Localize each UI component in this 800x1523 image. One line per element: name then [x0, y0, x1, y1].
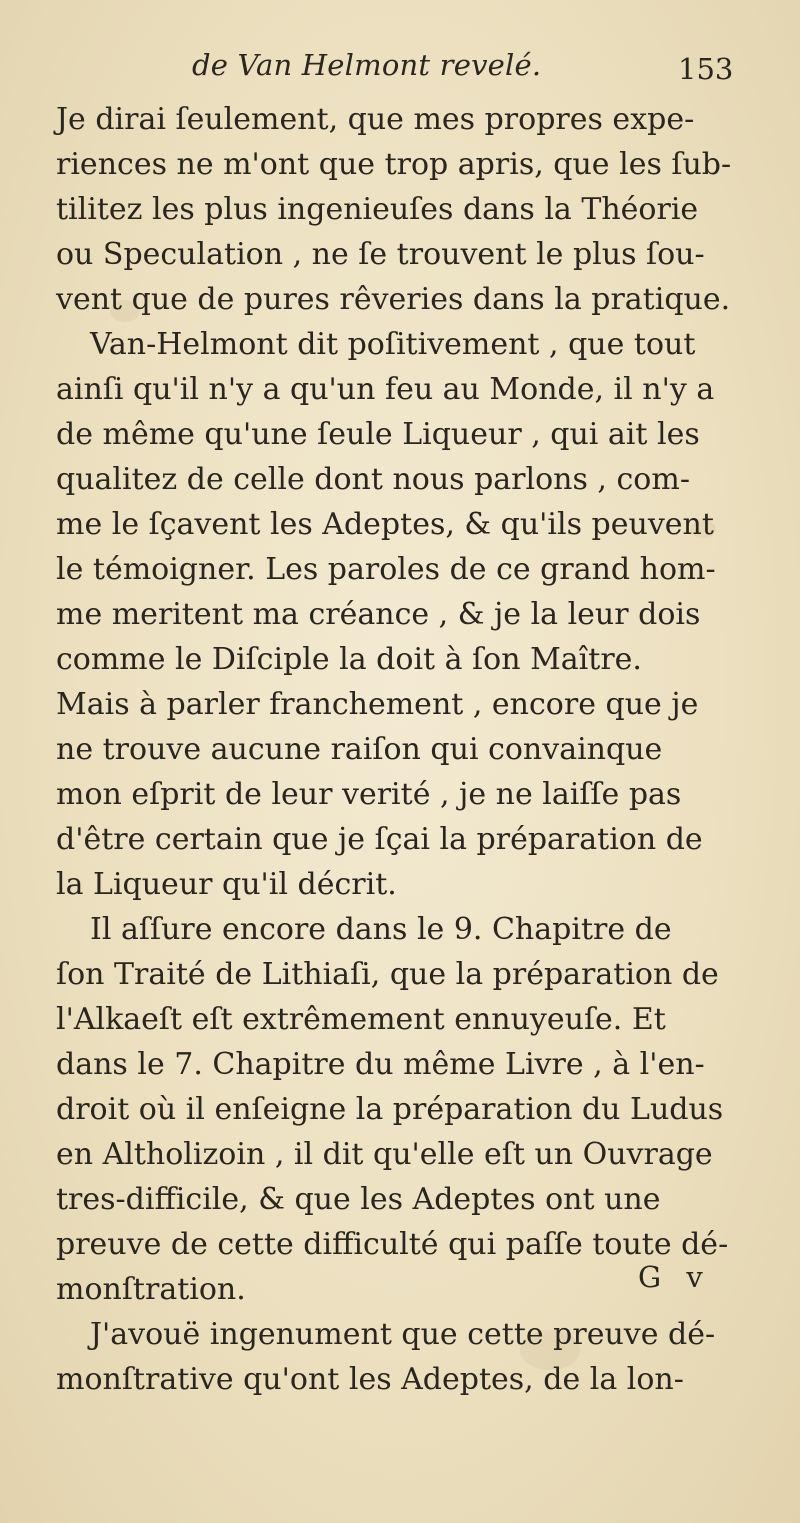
running-title: de Van Helmont revelé. [192, 48, 542, 82]
text-line: dans le 7. Chapitre du même Livre , à l'en- [56, 1047, 705, 1082]
text-line: preuve de cette difficulté qui paſſe toute dé- [56, 1227, 729, 1262]
text-line: me le ſçavent les Adeptes, & qu'ils peuvent [56, 507, 714, 542]
text-line: qualitez de celle dont nous parlons , com- [56, 462, 690, 497]
text-line: Il aſſure encore dans le 9. Chapitre de [90, 912, 672, 947]
text-line: mon eſprit de leur verité , je ne laiſſe pas [56, 777, 682, 812]
text-line: tilitez les plus ingenieuſes dans la Théorie [56, 192, 699, 227]
text-line: me meritent ma créance , & je la leur dois [56, 597, 701, 632]
text-line: l'Alkaeſt eſt extrêmement ennuyeuſe. Et [56, 1002, 666, 1037]
text-line: en Altholizoin , il dit qu'elle eſt un Ouvrage [56, 1137, 713, 1172]
text-line: ſon Traité de Lithiaſi, que la préparation de [56, 957, 719, 992]
text-line: Mais à parler franchement , encore que je [56, 687, 699, 722]
text-line: tres-difficile, & que les Adeptes ont une [56, 1182, 661, 1217]
text-line: monſtrative qu'ont les Adeptes, de la lon- [56, 1362, 684, 1397]
signature-mark: G v [638, 1260, 711, 1294]
text-line: ainſi qu'il n'y a qu'un feu au Monde, il n'y a [56, 372, 715, 407]
text-line: monſtration. [56, 1272, 246, 1307]
text-line: Je dirai ſeulement, que mes propres expe- [56, 102, 695, 137]
text-line: riences ne m'ont que trop apris, que les ſub- [56, 147, 732, 182]
text-line: de même qu'une ſeule Liqueur , qui ait les [56, 417, 700, 452]
text-line: droit où il enſeigne la préparation du Ludus [56, 1092, 724, 1127]
text-line: le témoigner. Les paroles de ce grand hom- [56, 552, 716, 587]
text-line: ne trouve aucune raiſon qui convainque [56, 732, 663, 767]
text-line: J'avouë ingenument que cette preuve dé- [90, 1317, 716, 1352]
text-line: d'être certain que je ſçai la préparation de [56, 822, 703, 857]
text-line: la Liqueur qu'il décrit. [56, 867, 397, 902]
text-line: Van-Helmont dit poſitivement , que tout [90, 327, 696, 362]
text-line: comme le Diſciple la doit à ſon Maître. [56, 642, 642, 677]
text-line: vent que de pures rêveries dans la pratique. [56, 282, 731, 317]
page-number: 153 [678, 52, 734, 86]
running-head [0, 40, 800, 90]
text-line: ou Speculation , ne ſe trouvent le plus ſou- [56, 237, 705, 272]
